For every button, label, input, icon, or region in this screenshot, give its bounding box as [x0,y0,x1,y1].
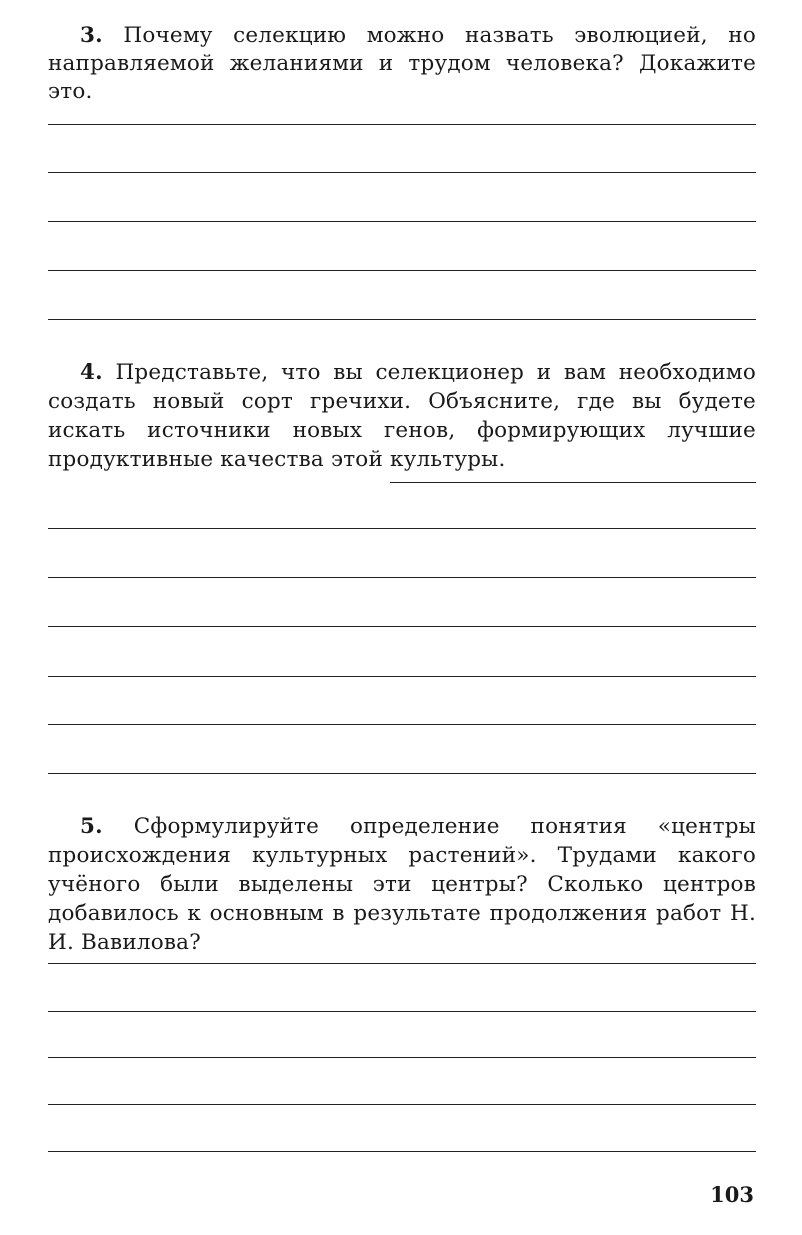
question-4-number: 4. [80,360,103,385]
answer-line[interactable] [48,1057,756,1058]
answer-line[interactable] [48,319,756,320]
answer-line[interactable] [48,577,756,578]
answer-line[interactable] [48,528,756,529]
question-3-text [48,22,756,106]
answer-line[interactable] [48,724,756,725]
answer-line[interactable] [48,1011,756,1012]
question-5-body: Сформулируйте определение понятия «центры происхождения культурных растений». Трудами какого учёного были выделены эти центры? Сколько центров добавилось к основным в результате продолжения работ Н. И. Вавилова? [48,814,756,955]
answer-line[interactable] [48,676,756,677]
page-number: 103 [710,1182,754,1207]
answer-line[interactable] [48,1104,756,1105]
question-5-text [48,812,756,957]
answer-line-inline[interactable] [390,482,756,483]
answer-line[interactable] [48,124,756,125]
question-5-number: 5. [80,814,103,839]
answer-line[interactable] [48,270,756,271]
question-4-body: Представьте, что вы селекционер и вам необходимо создать новый сорт гречихи. Объясните, где вы будете искать источники новых генов, формирующих лучшие продуктивные качества этой культуры. [48,360,756,472]
answer-line[interactable] [48,626,756,627]
question-3-number: 3. [80,23,103,48]
answer-line[interactable] [48,963,756,964]
answer-line[interactable] [48,773,756,774]
answer-line[interactable] [48,172,756,173]
answer-line[interactable] [48,1151,756,1152]
question-3-body: Почему селекцию можно назвать эволюцией, но направляемой желаниями и трудом человека? Докажите это. [48,23,756,104]
answer-line[interactable] [48,221,756,222]
question-4-text [48,358,756,474]
